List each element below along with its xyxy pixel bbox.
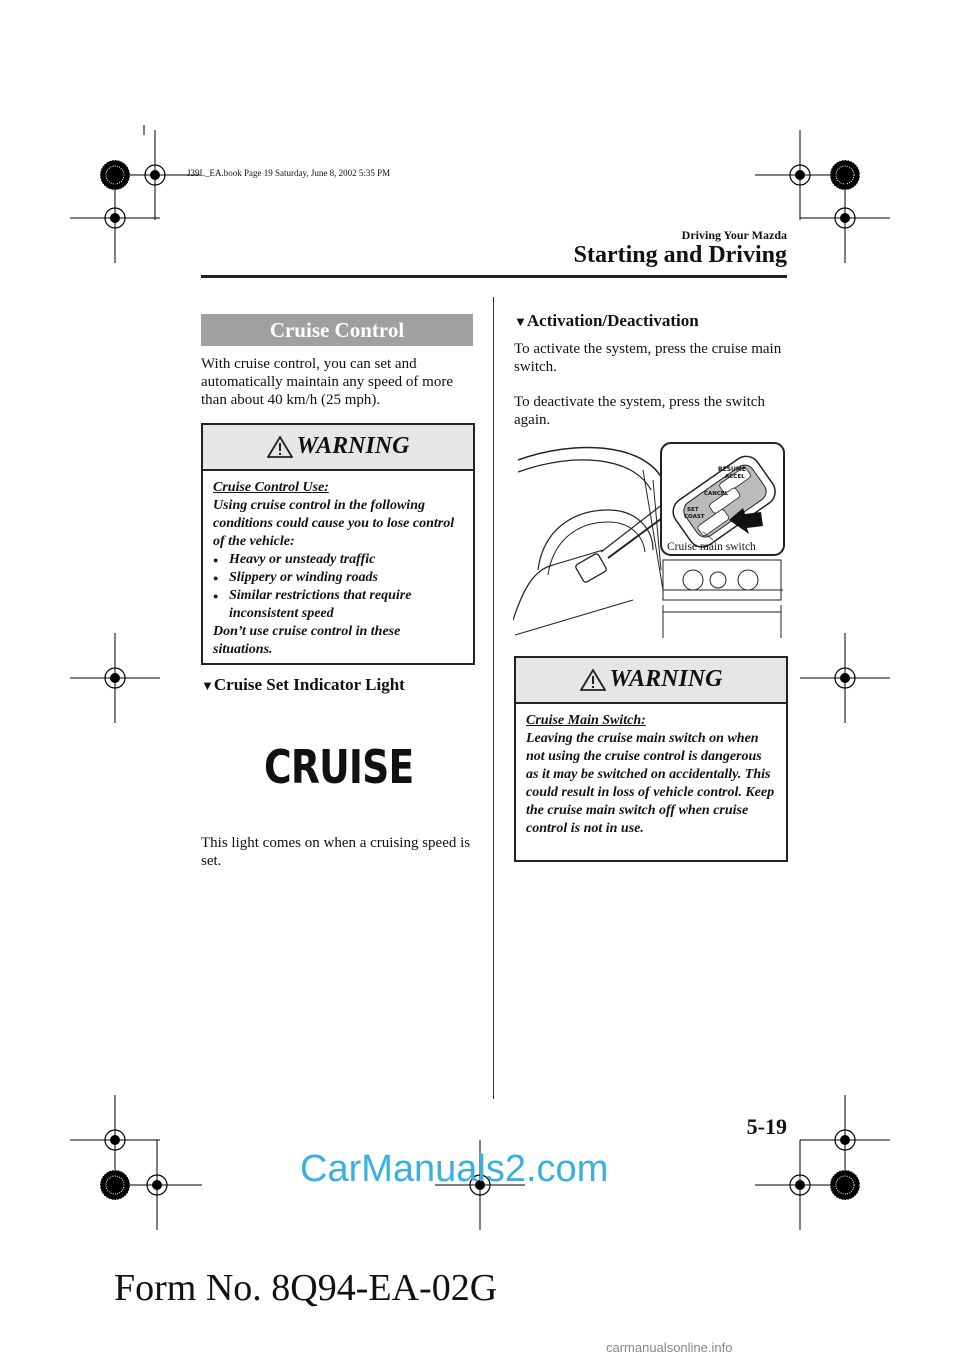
warning-bullet: ● Slippery or winding roads	[213, 569, 463, 587]
chapter-label: Driving Your Mazda	[681, 228, 787, 242]
page-title: Starting and Driving	[573, 242, 787, 268]
deactivation-text: To deactivate the system, press the switch again.	[514, 394, 765, 428]
watermark-logo: CarManuals2.com	[300, 1148, 609, 1190]
warning-bullet: ● Similar restrictions that require inconsistent speed	[213, 587, 463, 623]
cancel-button-label: CANCEL	[704, 491, 729, 497]
resume-button-label: RESUME	[718, 466, 746, 473]
warning-bullet: ● Heavy or unsteady traffic	[213, 551, 463, 569]
warning-closing: Don’t use cruise control in these situations.	[213, 624, 401, 657]
form-number: Form No. 8Q94-EA-02G	[114, 1267, 498, 1309]
accel-button-label: ACCEL	[725, 474, 745, 480]
footer-url: carmanualsonline.info	[606, 1340, 733, 1355]
intro-text: With cruise control, you can set and automatically maintain any speed of more than about 40 km/h (25 mph).	[201, 356, 453, 408]
warning-title: WARNING	[609, 666, 723, 692]
warning-heading: Cruise Main Switch:	[526, 713, 646, 728]
warning-triangle-icon	[580, 669, 606, 691]
warning-header	[516, 658, 786, 704]
warning-text: Using cruise control in the following conditions could cause you to lose control of the vehicle:	[213, 498, 455, 549]
down-triangle-icon: ▼	[201, 678, 214, 693]
main-switch-warning	[514, 656, 788, 862]
warning-title: WARNING	[296, 433, 410, 459]
section-title: Cruise Control	[201, 314, 473, 346]
activation-heading: ▼Activation/Deactivation	[514, 311, 699, 330]
book-file-label: J39L_EA.book Page 19 Saturday, June 8, 2002 5:35 PM	[187, 168, 391, 178]
indicator-text: This light comes on when a cruising speed is set.	[201, 835, 471, 869]
column-divider	[493, 297, 494, 1099]
coast-button-label: COAST	[684, 514, 705, 520]
cruise-indicator-symbol: CRUISE	[264, 740, 414, 794]
indicator-heading: ▼Cruise Set Indicator Light	[201, 675, 405, 694]
warning-text: Leaving the cruise main switch on when not using the cruise control is dangerous as it may be switched on accidentally. This could result in loss of vehicle control. Keep the cruise main switch off when cruise control is not in use.	[526, 731, 775, 836]
warning-heading: Cruise Control Use:	[213, 480, 329, 495]
set-button-label: SET	[687, 507, 699, 513]
page-number: 5-19	[746, 1114, 787, 1139]
activation-text: To activate the system, press the cruise main switch.	[514, 341, 782, 375]
cruise-switch-illustration	[513, 440, 788, 640]
cruise-control-warning	[201, 423, 475, 665]
down-triangle-icon: ▼	[514, 314, 527, 329]
warning-header	[203, 425, 473, 471]
header-rule	[201, 275, 787, 278]
figure-callout-label: Cruise main switch	[667, 541, 756, 553]
warning-triangle-icon	[267, 436, 293, 458]
